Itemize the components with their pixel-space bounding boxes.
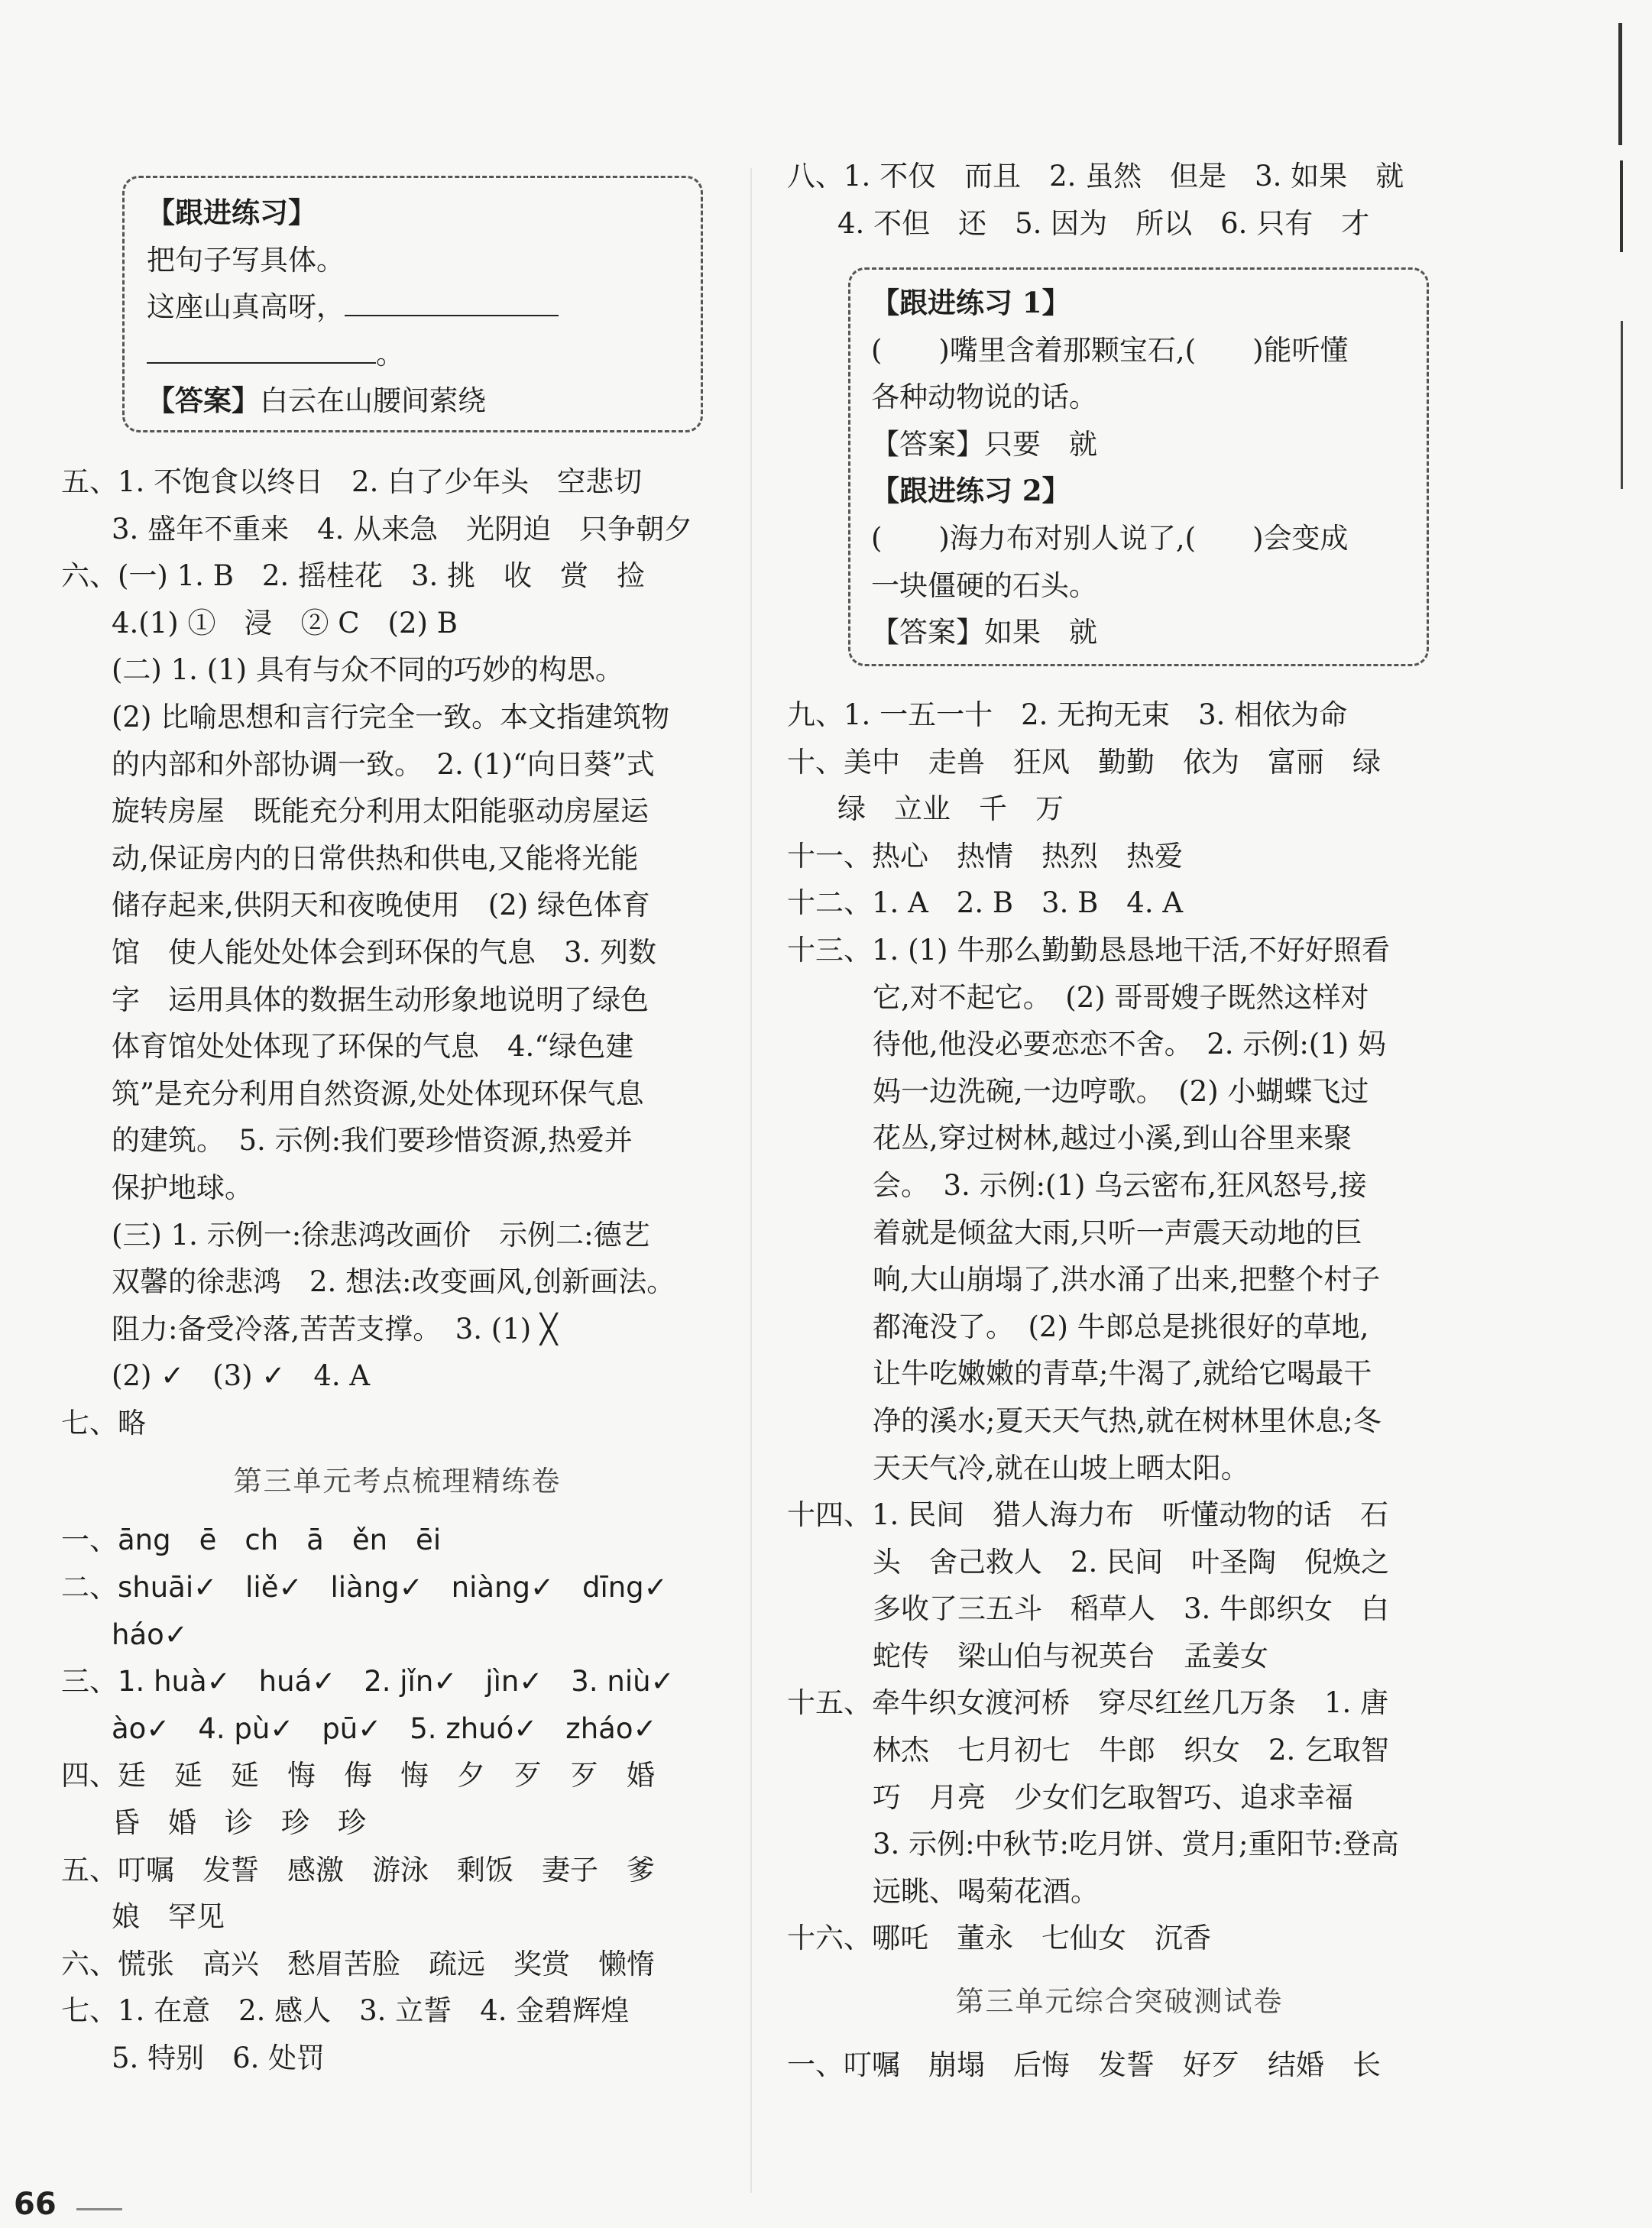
answer-line: 字 运用具体的数据生动形象地说明了绿色 (112, 983, 649, 1016)
section-title: 第三单元综合突破测试卷 (955, 1985, 1284, 2019)
answer-line: 三、1. huà✓ huá✓ 2. jǐn✓ jìn✓ 3. niù✓ (61, 1665, 675, 1699)
page-number-dash (76, 2208, 122, 2210)
answer-line: 十五、牵牛织女渡河桥 穿尽红丝几万条 1. 唐 (787, 1686, 1389, 1720)
answer-line: 一、āng ē ch ā ěn ēi (61, 1524, 442, 1557)
answer-line: 筑”是充分利用自然资源,处处体现环保气息 (112, 1077, 644, 1110)
answer-line: 体育馆处处体现了环保的气息 4.“绿色建 (112, 1030, 634, 1064)
answer-line: 天天气冷,就在山坡上晒太阳。 (873, 1451, 1249, 1485)
answer-line: 净的溪水;夏天天气热,就在树林里休息;冬 (873, 1404, 1382, 1437)
box-answer: 【答案】只要 就 (871, 427, 1097, 461)
answer-line: 3. 盛年不重来 4. 从来急 光阴迫 只争朝夕 (112, 512, 693, 546)
answer-line: 七、略 (61, 1406, 146, 1439)
scan-edge-mark (1618, 23, 1622, 145)
page-number: 66 (14, 2187, 57, 2222)
answer-line: 会。 3. 示例:(1) 乌云密布,狂风怒号,接 (873, 1168, 1367, 1202)
answer-line: 储存起来,供阴天和夜晚使用 (2) 绿色体育 (112, 889, 650, 922)
scan-edge-mark (1620, 160, 1623, 252)
answer-line: 响,大山崩塌了,洪水涌了出来,把整个村子 (873, 1263, 1381, 1297)
box-line: ( )嘴里含着那颗宝石,( )能听懂 (871, 333, 1349, 367)
answer-label: 【答案】 (147, 384, 260, 418)
answer-line: 蛇传 梁山伯与祝英台 孟姜女 (873, 1639, 1268, 1673)
answer-line: 阻力:备受冷落,苦苦支撑。 3. (1) ╳ (112, 1312, 558, 1346)
answer-line: 十一、热心 热情 热烈 热爱 (787, 839, 1183, 873)
answer-line: háo✓ (112, 1618, 188, 1651)
box-line: 一块僵硬的石头。 (871, 568, 1097, 602)
box-line (61, 331, 734, 378)
answer-line: 十、美中 走兽 狂风 勤勤 依为 富丽 绿 (787, 745, 1381, 779)
box-line: 各种动物说的话。 (871, 381, 1097, 414)
answer-text: 白云在山腰间萦绕 (260, 384, 486, 418)
answer-line: 它,对不起它。 (2) 哥哥嫂子既然这样对 (873, 980, 1369, 1014)
answer-line: 多收了三五斗 稻草人 3. 牛郎织女 白 (873, 1592, 1390, 1626)
answer-line: 十二、1. A 2. B 3. B 4. A (787, 886, 1184, 920)
answer-line: 馆 使人能处处体会到环保的气息 3. 列数 (112, 935, 657, 969)
answer-line: 头 舍己救人 2. 民间 叶圣陶 倪焕之 (873, 1545, 1390, 1579)
box-title: 【跟进练习 2】 (871, 474, 1071, 508)
answer-line: 六、慌张 高兴 愁眉苦脸 疏远 奖赏 懒惰 (61, 1947, 655, 1980)
left-column (61, 189, 734, 425)
answer-line: 五、叮嘱 发誓 感激 游泳 剩饭 妻子 爹 (61, 1853, 655, 1886)
answer-line: 六、(一) 1. B 2. 摇桂花 3. 挑 收 赏 捡 (61, 559, 646, 593)
answer-line: 绿 立业 千 万 (837, 792, 1064, 826)
section-title: 第三单元考点梳理精练卷 (233, 1465, 562, 1498)
answer-blank (147, 336, 376, 364)
answer-line: 5. 特别 6. 处罚 (112, 2042, 326, 2074)
answer-line: 都淹没了。 (2) 牛郎总是挑很好的草地, (873, 1310, 1369, 1343)
box-line (61, 283, 734, 331)
answer-line: (2) 比喻思想和言行完全一致。本文指建筑物 (112, 700, 670, 733)
answer-line: 动,保证房内的日常供热和供电,又能将光能 (112, 841, 639, 875)
answer-line: 林杰 七月初七 牛郎 织女 2. 乞取智 (873, 1734, 1390, 1767)
box-title: 【跟进练习 1】 (871, 286, 1071, 319)
box-line-end: 。 (376, 337, 404, 371)
box-line-text: 这座山真高呀， (147, 290, 345, 324)
scan-edge-mark (1621, 321, 1623, 489)
page-fold (750, 168, 752, 2193)
answer-line: 着就是倾盆大雨,只听一声震天动地的巨 (873, 1216, 1362, 1249)
answer-line: 一、叮嘱 崩塌 后悔 发誓 好歹 结婚 长 (787, 2048, 1381, 2082)
answer-line: 4. 不但 还 5. 因为 所以 6. 只有 才 (837, 206, 1370, 240)
answer-line: 妈一边洗碗,一边哼歌。 (2) 小蝴蝶飞过 (873, 1074, 1369, 1108)
box-answer (61, 377, 734, 425)
answer-line: 让牛吃嫩嫩的青草;牛渴了,就给它喝最干 (873, 1357, 1372, 1391)
box-line: ( )海力布对别人说了,( )会变成 (871, 521, 1349, 555)
answer-line: (二) 1. (1) 具有与众不同的巧妙的构思。 (112, 653, 624, 687)
box-line: 把句子写具体。 (147, 243, 345, 277)
answer-line: 旋转房屋 既能充分利用太阳能驱动房屋运 (112, 795, 649, 828)
answer-line: 巧 月亮 少女们乞取智巧、追求幸福 (873, 1780, 1353, 1814)
answer-line: 的建筑。 5. 示例:我们要珍惜资源,热爱并 (112, 1124, 633, 1158)
box-answer: 【答案】如果 就 (871, 616, 1097, 649)
answer-line: 九、1. 一五一十 2. 无拘无束 3. 相依为命 (787, 698, 1348, 731)
answer-line: 五、1. 不饱食以终日 2. 白了少年头 空悲切 (61, 465, 643, 498)
answer-line: 十四、1. 民间 猎人海力布 听懂动物的话 石 (787, 1498, 1389, 1532)
box-title: 【跟进练习】 (147, 196, 316, 229)
left-answers (61, 458, 734, 2082)
answer-line: 待他,他没必要恋恋不舍。 2. 示例:(1) 妈 (873, 1028, 1386, 1061)
answer-line: ào✓ 4. pù✓ pū✓ 5. zhuó✓ zháo✓ (112, 1711, 657, 1745)
right-answers (787, 691, 1452, 2089)
answer-line: 双馨的徐悲鸿 2. 想法:改变画风,创新画法。 (112, 1265, 675, 1299)
answer-line: 4.(1) ① 浸 ② C (2) B (112, 606, 458, 640)
answer-line: 七、1. 在意 2. 感人 3. 立誓 4. 金碧辉煌 (61, 1994, 630, 2028)
answer-line: 八、1. 不仅 而且 2. 虽然 但是 3. 如果 就 (787, 160, 1404, 193)
answer-line: 远眺、喝菊花酒。 (873, 1874, 1099, 1908)
answer-line: 的内部和外部协调一致。 2. (1)“向日葵”式 (112, 747, 655, 781)
answer-line: (三) 1. 示例一:徐悲鸿改画价 示例二:德艺 (112, 1218, 650, 1252)
answer-line: 昏 婚 诊 珍 珍 (112, 1806, 366, 1840)
answer-line: 二、shuāi✓ liě✓ liàng✓ niàng✓ dīng✓ (61, 1571, 668, 1605)
answer-line: 保护地球。 (112, 1171, 253, 1204)
answer-line: 十六、哪吒 董永 七仙女 沉香 (787, 1922, 1211, 1955)
answer-line: 花丛,穿过树林,越过小溪,到山谷里来聚 (873, 1122, 1352, 1155)
answer-line: 娘 罕见 (112, 1900, 225, 1934)
answer-line: (2) ✓ (3) ✓ 4. A (112, 1359, 371, 1393)
answer-line: 四、廷 延 延 悔 侮 悔 夕 歹 歹 婚 (61, 1759, 655, 1792)
right-box-content (871, 280, 1421, 656)
answer-blank (345, 289, 559, 316)
answer-line: 十三、1. (1) 牛那么勤勤恳恳地干活,不好好照看 (787, 933, 1390, 967)
right-top (787, 153, 1452, 247)
answer-line: 3. 示例:中秋节:吃月饼、赏月;重阳节:登高 (873, 1828, 1399, 1861)
